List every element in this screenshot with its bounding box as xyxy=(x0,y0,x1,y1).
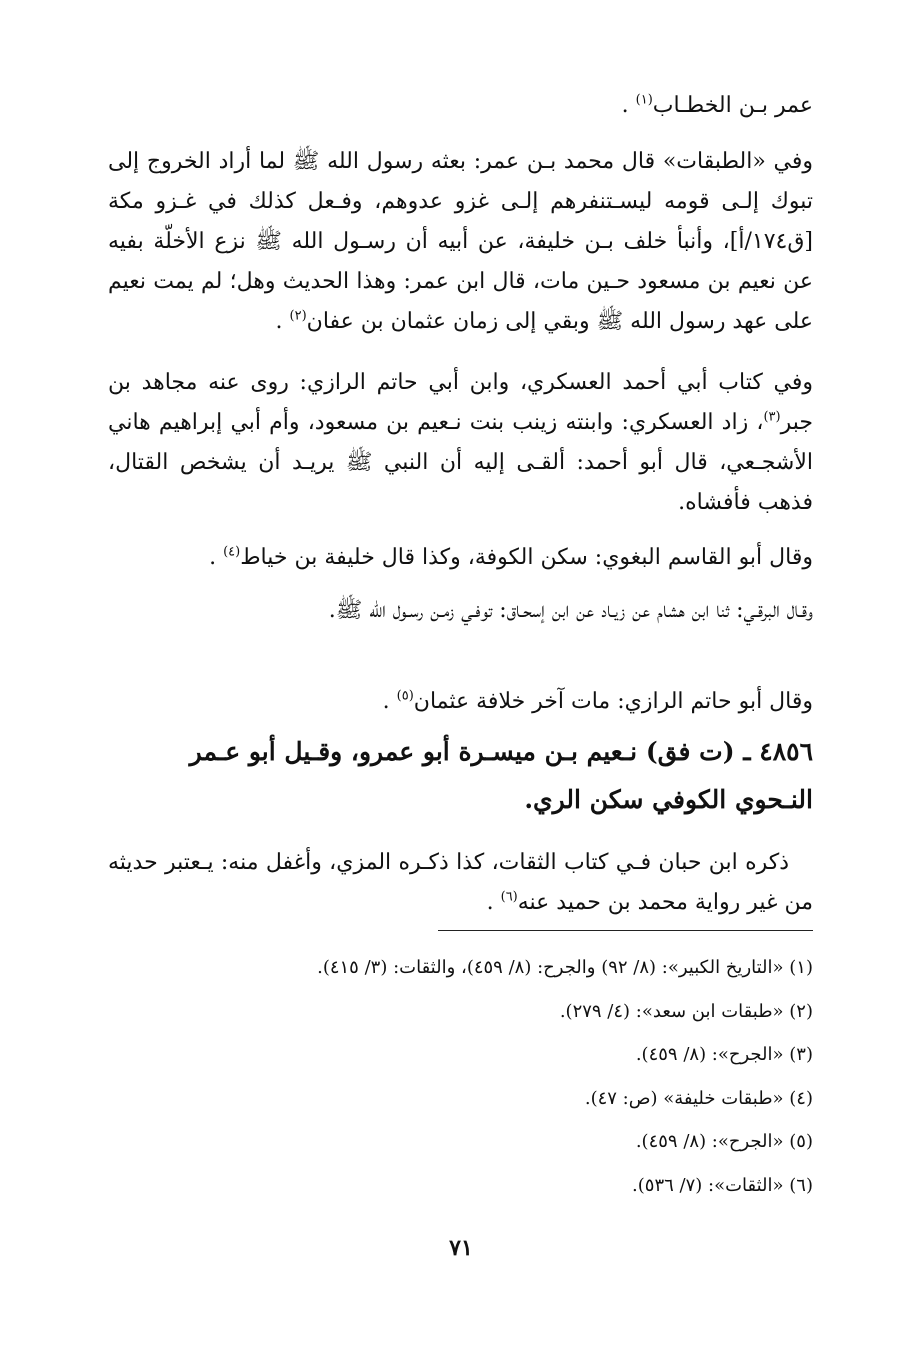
paragraph-6 xyxy=(108,682,813,722)
paragraph-3 xyxy=(108,363,813,523)
footnote-ref-5: (٥) xyxy=(396,688,414,704)
footnote-ref-4: (٤) xyxy=(223,544,241,560)
paragraph-6-text: وقال أبو حاتم الرازي: مات آخر خلافة عثمان xyxy=(413,689,813,714)
paragraph-1 xyxy=(108,86,813,126)
footnote-3: (٣) «الجرح»: (٨/ ٤٥٩). xyxy=(635,1044,813,1065)
paragraph-4 xyxy=(108,538,813,578)
paragraph-2-end: . xyxy=(275,309,290,334)
paragraph-2-text: وفي «الطبقات» قال محمد بـن عمر: بعثه رسول الله ﷺ لما أراد الخروج إلى تبوك إلـى قومه ليسـتنفرهم إلـى غزو عدوهم، وفـعل كذلك في غـزو مكة [ق١٧٤/أ]، وأنبأ خلف بـن خليفة، عن أبيه أن رسـول الله ﷺ نزع الأخلّة بفيه عن نعيم بن مسعود حـين مات، قال ابن عمر: وهذا الحديث وهل؛ لم يمت نعيم على عهد رسول الله ﷺ وبقي إلى زمان عثمان بن عفان xyxy=(108,149,813,334)
footnote-4: (٤) «طبقات خليفة» (ص: ٤٧). xyxy=(584,1087,813,1109)
paragraph-1-text: عمر بـن الخطـاب xyxy=(652,93,813,118)
footnote-ref-2: (٢) xyxy=(289,308,307,324)
paragraph-5 xyxy=(108,591,813,631)
footnote-ref-1: (١) xyxy=(635,92,653,108)
footnote-ref-3: (٣) xyxy=(763,409,781,425)
footnote-ref-6: (٦) xyxy=(500,889,518,905)
entry-paragraph-text: ذكره ابن حبان فـي كتاب الثقات، كذا ذكـره المزي، وأغفل منه: يـعتبر حديثه من غير رواية محمد بن حميد عنه xyxy=(108,850,813,915)
footnote-5: (٥) «الجرح»: (٨/ ٤٥٩). xyxy=(635,1131,813,1152)
paragraph-5-text: وقـال البرقـي: ثنا ابن هشام عن زيـاد عن ابن إسحـاق: توفـي زمـن رسـول الله ﷺ. xyxy=(328,598,813,623)
entry-paragraph xyxy=(108,843,813,923)
paragraph-2 xyxy=(108,142,813,342)
paragraph-6-end: . xyxy=(382,689,397,714)
footnote-2: (٢) «طبقات ابن سعد»: (٤/ ٢٧٩). xyxy=(559,1000,813,1022)
entry-heading: ٤٨٥٦ ـ (ت فق) نـعيم بـن ميسـرة أبو عمرو، وقـيل أبو عـمر النـحوي الكوفي سكن الري. xyxy=(189,737,813,814)
footnote-divider xyxy=(438,930,813,931)
paragraph-3-end: ، زاد العسكري: وابنته زينب بنت نـعيم بن مسعود، وأم أبي إبراهيم هاني الأشجـعي، قال أبو أحمد: ألقـى إليه أن النبي ﷺ يريـد أن يشخص القتال، فذهب فأفشاه. xyxy=(108,410,813,515)
footnotes xyxy=(108,946,813,1207)
paragraph-4-end: . xyxy=(209,545,224,570)
footnote-1: (١) «التاريخ الكبير»: (٨/ ٩٢) والجرح: (٨/ ٤٥٩)، والثقات: (٣/ ٤١٥). xyxy=(317,957,813,978)
footnote-6: (٦) «الثقات»: (٧/ ٥٣٦). xyxy=(632,1174,813,1196)
paragraph-1-end: . xyxy=(621,93,636,118)
paragraph-3-text: وفي كتاب أبي أحمد العسكري، وابن أبي حاتم الرازي: روى عنه مجاهد بن جبر xyxy=(108,370,813,435)
entry-paragraph-end: . xyxy=(486,890,501,915)
paragraph-4-text: وقال أبو القاسم البغوي: سكن الكوفة، وكذا قال خليفة بن خياط xyxy=(240,545,813,570)
page-number: ٧١ xyxy=(449,1235,473,1261)
